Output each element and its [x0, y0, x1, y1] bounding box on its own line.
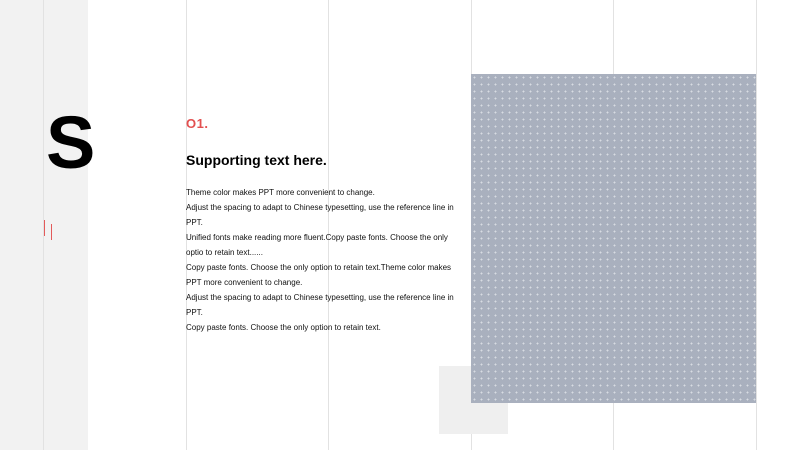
- initial-letter: S: [46, 101, 96, 184]
- paragraph: Adjust the spacing to adapt to Chinese typesetting, use the reference line in PPT.: [186, 203, 454, 227]
- paragraph: Adjust the spacing to adapt to Chinese typesetting, use the reference line in PPT.: [186, 293, 454, 317]
- body-text: [186, 185, 466, 335]
- image-placeholder: [471, 74, 756, 403]
- paragraph: Unified fonts make reading more fluent.Copy paste fonts. Choose the only optio to retain text......: [186, 233, 448, 257]
- section-number: O1.: [186, 116, 209, 131]
- section-heading: Supporting text here.: [186, 152, 327, 168]
- paragraph: Copy paste fonts. Choose the only option to retain text.Theme color makes PPT more convenient to change.: [186, 263, 452, 287]
- paragraph: Copy paste fonts. Choose the only option to retain text.: [186, 323, 381, 332]
- accent-marks: [44, 220, 54, 240]
- guide-line: [756, 0, 757, 450]
- paragraph: Theme color makes PPT more convenient to change.: [186, 188, 375, 197]
